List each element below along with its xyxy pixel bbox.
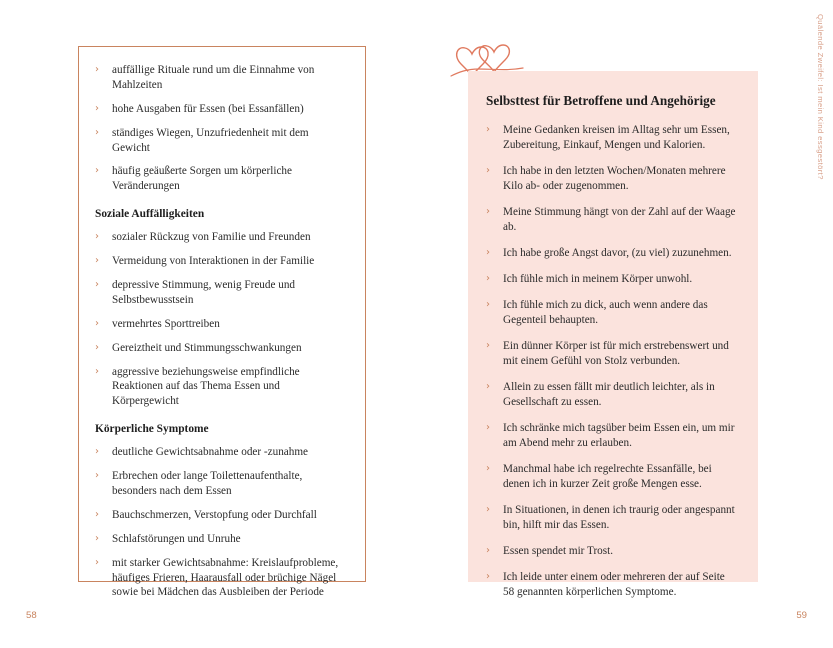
list-item [95, 341, 347, 356]
list-item-text: Gereiztheit und Stimmungsschwankungen [112, 341, 302, 354]
list-item [486, 503, 738, 533]
chevron-right-icon: › [486, 381, 490, 392]
list-item-text: Ich habe große Angst davor, (zu viel) zuzunehmen. [503, 247, 732, 259]
list-item-text: Erbrechen oder lange Toilettenaufenthalte, besonders nach dem Essen [112, 470, 303, 498]
list-item [95, 102, 347, 117]
chevron-right-icon: › [95, 532, 99, 544]
list-item [486, 570, 738, 600]
chevron-right-icon: › [486, 299, 490, 310]
list-item [486, 205, 738, 235]
list-item-text: Ich habe in den letzten Wochen/Monaten mehrere Kilo ab- oder zugenommen. [503, 165, 726, 192]
list-item-text: Ich schränke mich tagsüber beim Essen ein, um mir am Abend mehr zu erlauben. [503, 422, 735, 449]
list-item-text: sozialer Rückzug von Familie und Freunden [112, 231, 311, 244]
chevron-right-icon: › [95, 365, 99, 377]
chevron-right-icon: › [486, 504, 490, 515]
list-item [95, 278, 347, 308]
chevron-right-icon: › [95, 126, 99, 138]
list-item-text: Ich fühle mich in meinem Körper unwohl. [503, 273, 693, 285]
pre-section-list [95, 63, 347, 194]
list-item [486, 462, 738, 492]
chevron-right-icon: › [486, 463, 490, 474]
list-item-text: Essen spendet mir Trost. [503, 545, 614, 557]
list-item-text: Vermeidung von Interaktionen in der Familie [112, 255, 315, 268]
chevron-right-icon: › [95, 279, 99, 291]
chevron-right-icon: › [486, 206, 490, 217]
list-item [95, 508, 347, 523]
list-item [95, 126, 347, 156]
list-item [486, 298, 738, 328]
chevron-right-icon: › [95, 470, 99, 482]
chevron-right-icon: › [95, 508, 99, 520]
page-number-right: 59 [796, 610, 807, 621]
list-item [486, 339, 738, 369]
list-item-text: Allein zu essen fällt mir deutlich leichter, als in Gesellschaft zu essen. [503, 381, 715, 408]
chevron-right-icon: › [486, 165, 490, 176]
list-item [95, 254, 347, 269]
list-item [95, 469, 347, 499]
list-item [486, 421, 738, 451]
list-item [95, 445, 347, 460]
section-heading-soziale: Soziale Auffälligkeiten [95, 208, 205, 221]
list-item-text: depressive Stimmung, wenig Freude und Selbstbewusstsein [112, 279, 296, 306]
chevron-right-icon: › [95, 341, 99, 353]
list-item [95, 532, 347, 547]
list-item [486, 272, 738, 287]
soziale-list [95, 230, 347, 409]
list-item [95, 317, 347, 332]
list-item-text: hohe Ausgaben für Essen (bei Essanfällen) [112, 102, 304, 115]
chevron-right-icon: › [95, 102, 99, 114]
list-item [95, 230, 347, 245]
chevron-right-icon: › [486, 571, 490, 582]
chevron-right-icon: › [486, 247, 490, 258]
list-item [486, 544, 738, 559]
left-page-content-box [78, 46, 366, 599]
chevron-right-icon: › [95, 64, 99, 75]
section-heading-koerperliche: Körperliche Symptome [95, 423, 209, 436]
list-item-text: aggressive beziehungsweise empfindliche Reaktionen auf das Thema Essen und Körpergewicht [112, 365, 300, 408]
page-number-left: 58 [26, 610, 37, 621]
list-item-text: häufig geäußerte Sorgen um körperliche Veränderungen [112, 165, 292, 193]
list-item-text: Manchmal habe ich regelrechte Essanfälle, bei denen ich in kurzer Zeit große Mengen esse. [503, 463, 712, 490]
chevron-right-icon: › [95, 317, 99, 329]
list-item-text: In Situationen, in denen ich traurig oder angespannt bin, hilft mir das Essen. [503, 504, 735, 531]
list-item-text: ständiges Wiegen, Unzufriedenheit mit dem Gewicht [112, 126, 309, 154]
chevron-right-icon: › [486, 422, 490, 433]
box-title: Selbsttest für Betroffene und Angehörige [486, 93, 716, 108]
list-item-text: auffällige Rituale rund um die Einnahme von Mahlzeiten [112, 64, 315, 91]
chevron-right-icon: › [95, 255, 99, 267]
list-item-text: Ein dünner Körper ist für mich erstrebenswert und mit einem Gefühl von Stolz verbunden. [503, 340, 729, 367]
chevron-right-icon: › [95, 556, 99, 568]
chevron-right-icon: › [95, 231, 99, 243]
list-item-text: Ich fühle mich zu dick, auch wenn andere das Gegenteil behaupten. [503, 299, 708, 326]
list-item-text: deutliche Gewichtsabnahme oder -zunahme [112, 446, 309, 459]
chevron-right-icon: › [95, 165, 99, 177]
list-item-text: Ich leide unter einem oder mehreren der auf Seite 58 genannten körperlichen Symptome. [503, 571, 725, 598]
self-test-list [486, 123, 738, 600]
list-item [486, 123, 738, 153]
running-head: Quälende Zweifel: Ist mein Kind essgestört? [816, 14, 825, 180]
list-item-text: Bauchschmerzen, Verstopfung oder Durchfall [112, 508, 317, 521]
chevron-right-icon: › [486, 340, 490, 351]
chevron-right-icon: › [95, 446, 99, 458]
list-item [486, 164, 738, 194]
list-item-text: Schlafstörungen und Unruhe [112, 532, 241, 545]
list-item-text: Meine Gedanken kreisen im Alltag sehr um Essen, Zubereitung, Einkauf, Mengen und Kalorien. [503, 124, 730, 151]
chevron-right-icon: › [486, 545, 490, 556]
list-item-text: Meine Stimmung hängt von der Zahl auf der Waage ab. [503, 206, 736, 233]
chevron-right-icon: › [486, 124, 490, 135]
list-item [95, 365, 347, 410]
list-item-text: vermehrtes Sporttreiben [112, 317, 220, 330]
list-item [486, 380, 738, 410]
list-item [95, 164, 347, 194]
koerperliche-list [95, 445, 347, 600]
list-item [95, 556, 347, 601]
list-item [95, 63, 347, 93]
list-item-text: mit starker Gewichtsabnahme: Kreislaufprobleme, häufiges Frieren, Haarausfall oder brüchige Nägel sowie bei Mädchen das Ausbleiben der Periode [112, 556, 339, 599]
chevron-right-icon: › [486, 273, 490, 284]
list-item [486, 246, 738, 261]
self-test-box [468, 71, 758, 598]
